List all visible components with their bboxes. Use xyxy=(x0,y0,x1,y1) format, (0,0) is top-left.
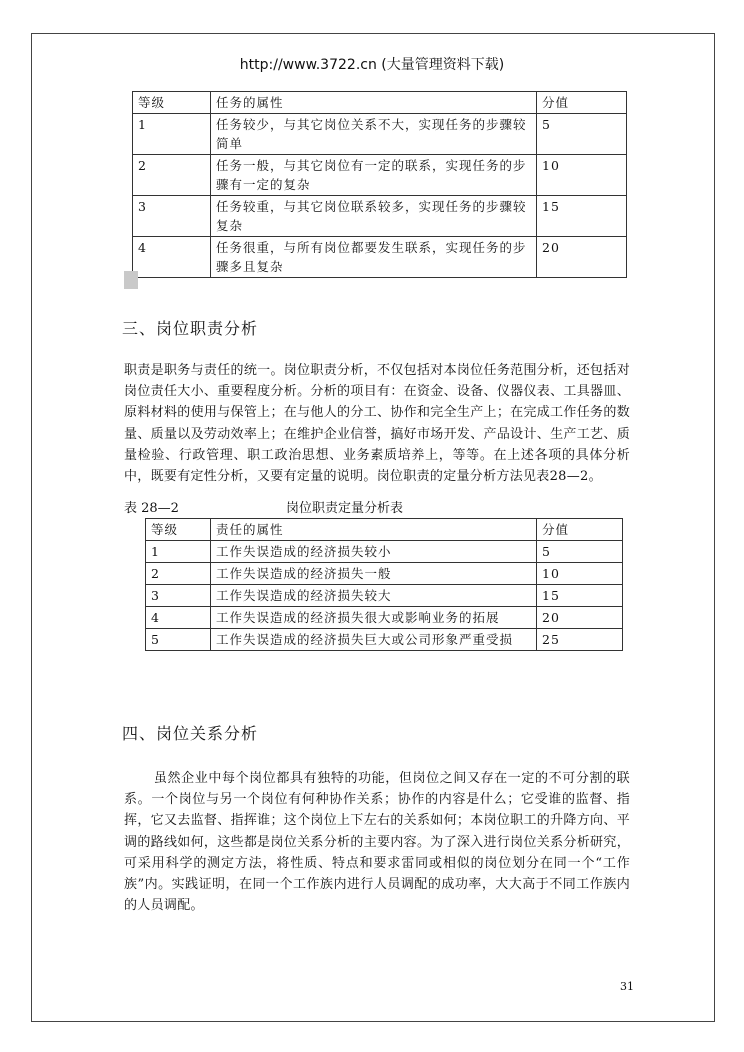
grade-cell: 1 xyxy=(133,114,211,155)
attribute-cell: 工作失误造成的经济损失巨大或公司形象严重受损 xyxy=(211,629,537,651)
table-caption-number: 表 28—2 xyxy=(124,501,179,516)
attribute-cell: 工作失误造成的经济损失较小 xyxy=(211,541,537,563)
score-cell: 5 xyxy=(537,541,623,563)
score-cell: 20 xyxy=(537,237,627,278)
column-header-grade: 等级 xyxy=(133,92,211,114)
table-header-row xyxy=(146,519,623,541)
column-header-score: 分值 xyxy=(537,92,627,114)
table-row xyxy=(133,155,627,196)
score-cell: 10 xyxy=(537,563,623,585)
gray-marker xyxy=(124,271,138,289)
section-title-relationship-analysis: 四、岗位关系分析 xyxy=(122,724,259,743)
attribute-cell: 工作失误造成的经济损失一般 xyxy=(211,563,537,585)
grade-cell: 3 xyxy=(146,585,211,607)
table-row xyxy=(133,196,627,237)
grade-cell: 2 xyxy=(146,563,211,585)
score-cell: 15 xyxy=(537,585,623,607)
score-cell: 20 xyxy=(537,607,623,629)
grade-cell: 1 xyxy=(146,541,211,563)
score-cell: 15 xyxy=(537,196,627,237)
grade-cell: 2 xyxy=(133,155,211,196)
table-row xyxy=(133,114,627,155)
table-row xyxy=(133,237,627,278)
attribute-cell: 工作失误造成的经济损失较大 xyxy=(211,585,537,607)
duty-quantitative-table xyxy=(145,518,623,651)
table-row xyxy=(146,541,623,563)
table-caption-title: 岗位职责定量分析表 xyxy=(286,501,404,516)
page-number: 31 xyxy=(620,980,634,993)
grade-cell: 4 xyxy=(146,607,211,629)
attribute-cell: 任务一般，与其它岗位有一定的联系，实现任务的步骤有一定的复杂 xyxy=(211,155,537,196)
section-title-duty-analysis: 三、岗位职责分析 xyxy=(122,319,259,338)
column-header-attribute: 责任的属性 xyxy=(211,519,537,541)
header-url: http://www.3722.cn (大量管理资料下载) xyxy=(239,57,505,73)
table-row xyxy=(146,629,623,651)
relationship-analysis-paragraph: 虽然企业中每个岗位都具有独特的功能，但岗位之间又存在一定的不可分割的联系。一个岗位与另一个岗位有何种协作关系；协作的内容是什么；它受谁的监督、指挥，它又去监督、指挥谁；这个岗位上下左右的关系如何；本岗位职工的升降方向、平调的路线如何，这些都是岗位关系分析的主要内容。为了深入进行岗位关系分析研究，可采用科学的测定方法，将性质、特点和要求雷同或相似的岗位划分在同一个“工作族”内。实践证明，在同一个工作族内进行人员调配的成功率，大大高于不同工作族内的人员调配。 xyxy=(124,771,630,914)
column-header-attribute: 任务的属性 xyxy=(211,92,537,114)
table-caption xyxy=(124,497,404,516)
attribute-cell: 任务较少，与其它岗位关系不大，实现任务的步骤较简单 xyxy=(211,114,537,155)
duty-analysis-paragraph: 职责是职务与责任的统一。岗位职责分析，不仅包括对本岗位任务范围分析，还包括对岗位责任大小、重要程度分析。分析的项目有：在资金、设备、仪器仪表、工具器皿、原料材料的使用与保管上；在与他人的分工、协作和完全生产上；在完成工作任务的数量、质量以及劳动效率上；在维护企业信誉，搞好市场开发、产品设计、生产工艺、质量检验、行政管理、职工政治思想、业务素质培养上，等等。在上述各项的具体分析中，既要有定性分析，又要有定量的说明。岗位职责的定量分析方法见表28—2。 xyxy=(124,363,630,485)
score-cell: 25 xyxy=(537,629,623,651)
grade-cell: 5 xyxy=(146,629,211,651)
column-header-score: 分值 xyxy=(537,519,623,541)
score-cell: 5 xyxy=(537,114,627,155)
grade-cell: 3 xyxy=(133,196,211,237)
task-attribute-table xyxy=(132,91,627,278)
attribute-cell: 任务很重，与所有岗位都要发生联系，实现任务的步骤多且复杂 xyxy=(211,237,537,278)
table-row xyxy=(146,585,623,607)
table-row xyxy=(146,563,623,585)
attribute-cell: 任务较重，与其它岗位联系较多，实现任务的步骤较复杂 xyxy=(211,196,537,237)
column-header-grade: 等级 xyxy=(146,519,211,541)
table-header-row xyxy=(133,92,627,114)
attribute-cell: 工作失误造成的经济损失很大或影响业务的拓展 xyxy=(211,607,537,629)
score-cell: 10 xyxy=(537,155,627,196)
table-row xyxy=(146,607,623,629)
grade-cell: 4 xyxy=(133,237,211,278)
